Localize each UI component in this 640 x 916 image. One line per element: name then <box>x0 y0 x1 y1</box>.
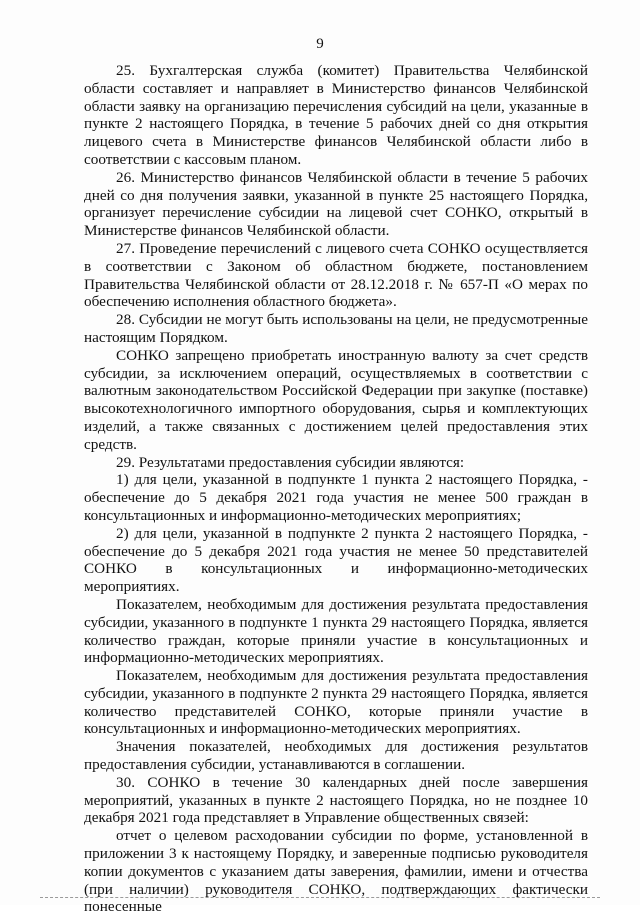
paragraph-indicator-2: Показателем, необходимым для достижения результата предоставления субсидии, указанного в подпункте 2 пункта 29 настоящего Порядка, является количество представителей СОНКО, которые приняли участие в консультационных и информационно-методических мероприятиях. <box>84 667 588 738</box>
paragraph-indicator-values: Значения показателей, необходимых для достижения результатов предоставления субсидии, устанавливаются в соглашении. <box>84 738 588 774</box>
paragraph-28: 28. Субсидии не могут быть использованы на цели, не предусмотренные настоящим Порядком. <box>84 311 588 346</box>
paragraph-26: 26. Министерство финансов Челябинской области в течение 5 рабочих дней со дня получения заявки, указанной в пункте 25 настоящего Порядка, организует перечисление субсидии на лицевой счет СОНКО, открытый в Министерстве финансов Челябинской области. <box>84 168 588 240</box>
paragraph-25: 25. Бухгалтерская служба (комитет) Правительства Челябинской области составляет и направляет в Министерство финансов Челябинской области заявку на организацию перечисления субсидий на цели, указанные в пункте 2 настоящего Порядка, в течение 5 рабочих дней со дня открытия лицевого счета в Министерстве финансов Челябинской области либо в соответствии с кассовым планом. <box>84 62 588 168</box>
scan-bottom-edge <box>40 897 600 898</box>
paragraph-29-item-2: 2) для цели, указанной в подпункте 2 пункта 2 настоящего Порядка, - обеспечение до 5 декабря 2021 года участия не менее 50 представителей СОНКО в консультационных и информационно-методических мероприятиях. <box>84 524 588 596</box>
paragraph-27: 27. Проведение перечислений с лицевого счета СОНКО осуществляется в соответствии с Законом об областном бюджете, постановлением Правительства Челябинской области от 28.12.2018 г. № 657-П «О мерах по обеспечению исполнения областного бюджета». <box>84 239 588 311</box>
page-number: 9 <box>316 36 324 52</box>
paragraph-indicator-1: Показателем, необходимым для достижения результата предоставления субсидии, указанного в подпункте 1 пункта 29 настоящего Порядка, является количество граждан, которые приняли участие в консультационных и информационно-методических мероприятиях. <box>84 595 588 667</box>
paragraph-29-item-1: 1) для цели, указанной в подпункте 1 пункта 2 настоящего Порядка, - обеспечение до 5 декабря 2021 года участия не менее 500 граждан в консультационных и информационно-методических мероприятиях; <box>84 471 588 524</box>
document-body <box>84 62 588 916</box>
paragraph-29: 29. Результатами предоставления субсидии являются: <box>116 453 465 471</box>
paragraph-30: 30. СОНКО в течение 30 календарных дней после завершения мероприятий, указанных в пункте 2 настоящего Порядка, но не позднее 10 декабря 2021 года представляет в Управление общественных связей: <box>84 773 588 827</box>
paragraph-30-report: отчет о целевом расходовании субсидии по форме, установленной в приложении 3 к настоящему Порядку, и заверенные подписью руководителя копии документов с указанием даты заверения, фамилии, имени и отчества (при наличии) руководителя СОНКО, подтверждающих фактически понесенные <box>84 827 588 916</box>
paragraph-currency-restriction: СОНКО запрещено приобретать иностранную валюту за счет средств субсидии, за исключением операций, осуществляемых в соответствии с валютным законодательством Российской Федерации при закупке (поставке) высокотехнологичного импортного оборудования, сырья и комплектующих изделий, а также связанных с достижением целей предоставления этих средств. <box>84 346 588 453</box>
